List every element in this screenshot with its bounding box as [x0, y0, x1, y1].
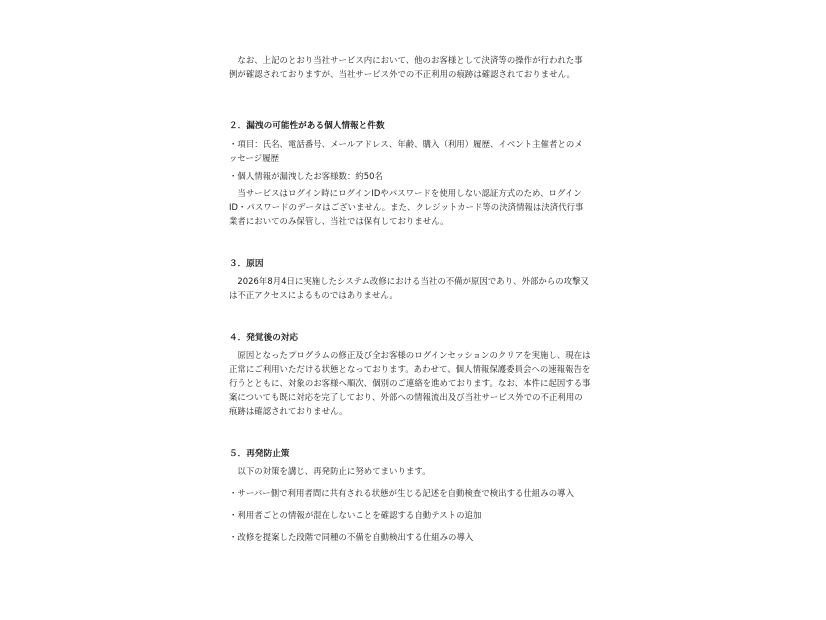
document-body — [229, 53, 591, 544]
section-heading: ３．原因 — [229, 259, 264, 269]
bullet-item: ・改修を提案した段階で同種の不備を自動検出する仕組みの導入 — [229, 532, 474, 542]
section-cause — [229, 257, 591, 302]
bullet-item: ・項目：氏名、電話番号、メールアドレス、年齢、購入（利用）履歴、イベント主催者とのメッセージ履歴 — [229, 139, 583, 163]
section-leaked-info — [229, 119, 591, 228]
bullet-item: ・利用者ごとの情報が混在しないことを確認する自動テストの追加 — [229, 510, 482, 520]
section-paragraph: 原因となったプログラムの修正及び全お客様のログインセッションのクリアを実施し、現在は正常にご利用いただける状態となっております。あわせて、個人情報保護委員会への速報報告を行うとともに、対象のお客様へ順次、個別のご連絡を進めております。なお、本件に起因する事案についても既に対応を完了しており、外部への情報流出及び当社サービス外での不正利用の痕跡は確認されておりません。 — [229, 350, 591, 416]
section-heading: ２．漏洩の可能性がある個人情報と件数 — [229, 121, 385, 131]
intro-paragraph: なお、上記のとおり当社サービス内において、他のお客様として決済等の操作が行われた事例が確認されておりますが、当社サービス外での不正利用の痕跡は確認されておりません。 — [229, 55, 583, 79]
section-paragraph: 当サービスはログイン時にログインIDやパスワードを使用しない認証方式のため、ログインID・パスワードのデータはございません。また、クレジットカード等の決済情報は決済代行事業者においてのみ保管し、当社では保有しておりません。 — [229, 188, 584, 226]
section-paragraph: 以下の対策を講じ、再発防止に努めてまいります。 — [237, 466, 431, 476]
bullet-item: ・個人情報が漏洩したお客様数：約50名 — [229, 171, 383, 181]
bullet-item: ・サーバー側で利用者間に共有される状態が生じる記述を自動検査で検出する仕組みの導入 — [229, 488, 575, 498]
section-response — [229, 331, 591, 418]
section-heading: ５．再発防止策 — [229, 449, 290, 459]
section-heading: ４．発覚後の対応 — [229, 333, 299, 343]
section-prevention — [229, 447, 591, 544]
section-paragraph: 2026年8月4日に実施したシステム改修における当社の不備が原因であり、外部からの攻撃又は不正アクセスによるものではありません。 — [229, 276, 589, 300]
